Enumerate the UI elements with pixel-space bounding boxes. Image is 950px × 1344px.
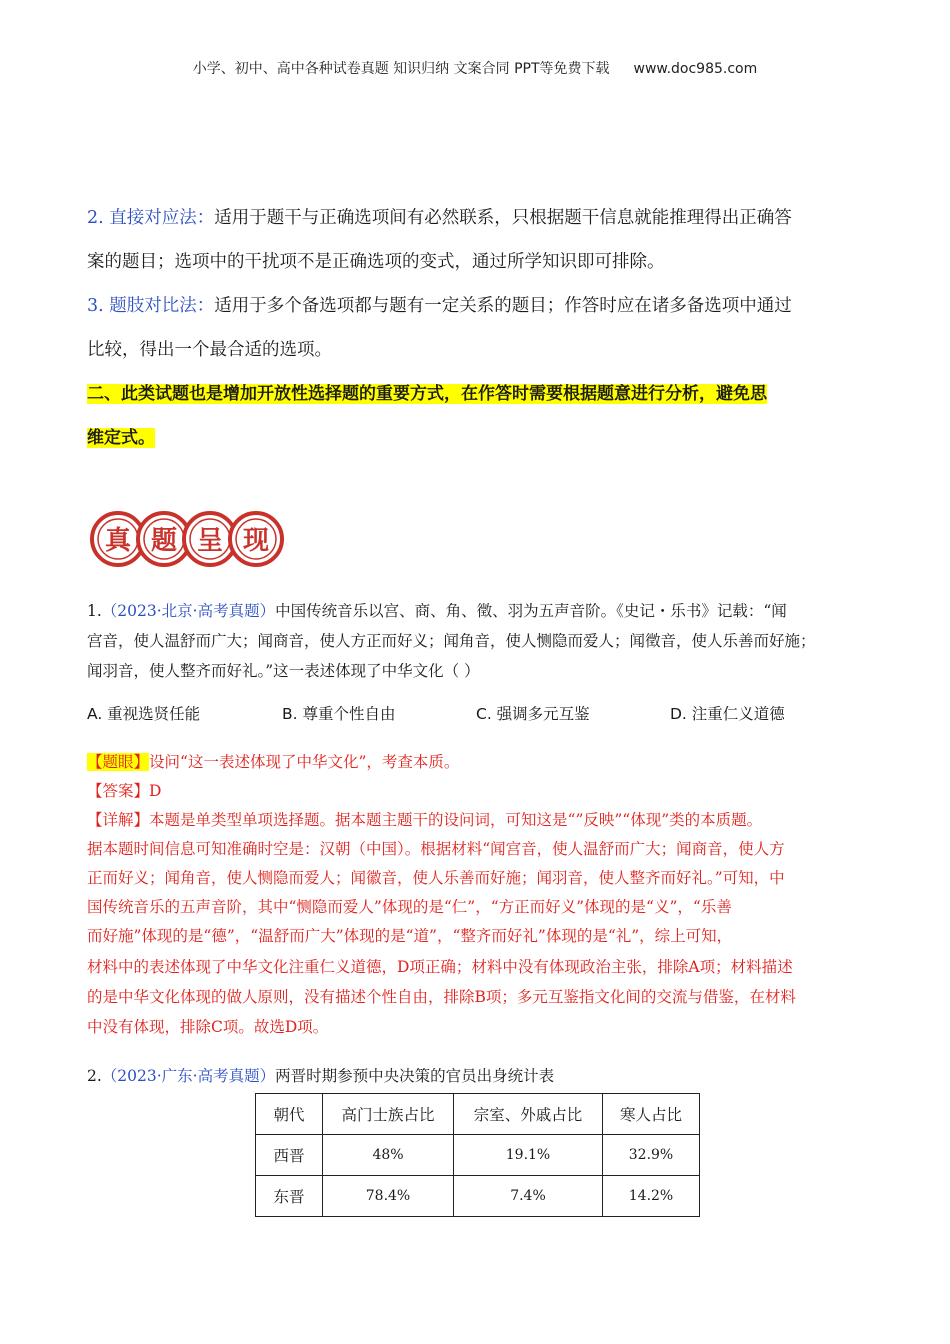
q1-detail-2: 据本题时间信息可知准确时空是：汉朝（中国）。根据材料“闻宫音，使人温舒而广大；闻商音，使人方 bbox=[87, 840, 785, 858]
q1-option-d[interactable]: D. 注重仁义道德 bbox=[670, 705, 785, 723]
q1-eye-text: 设问“这一表述体现了中华文化”，考查本质。 bbox=[149, 753, 460, 771]
header-site-link[interactable]: www.doc985.com bbox=[633, 61, 758, 77]
table-header-row bbox=[256, 1094, 700, 1135]
q1-detail-3: 正而好义；闻角音，使人恻隐而爱人；闻徽音，使人乐善而好施；闻羽音，使人整齐而好礼。”可知，中 bbox=[87, 869, 785, 887]
q1-detail-4: 国传统音乐的五声音阶，其中“恻隐而爱人”体现的是“仁”，“方正而好义”体现的是“义”，“乐善 bbox=[87, 898, 732, 916]
method-3-line-1 bbox=[87, 284, 867, 328]
stamp-char-4: 现 bbox=[242, 526, 270, 556]
q1-stem-2: 宫音，使人温舒而广大；闻商音，使人方正而好义；闻角音，使人恻隐而爱人；闻徵音，使人乐善而好施； bbox=[87, 632, 816, 650]
table-cell: 西晋 bbox=[256, 1135, 323, 1176]
q1-detail-8: 中没有体现，排除C项。故选D项。 bbox=[87, 1018, 329, 1036]
table-cell: 7.4% bbox=[454, 1176, 603, 1217]
table-row bbox=[256, 1176, 700, 1217]
method-2-body-1: 适用于题干与正确选项间有必然联系，只根据题干信息就能推理得出正确答 bbox=[214, 208, 792, 228]
method-2-line-1 bbox=[87, 196, 867, 240]
method-2-title: 2. 直接对应法： bbox=[87, 208, 215, 228]
q2-stem: 两晋时期参预中央决策的官员出身统计表 bbox=[275, 1067, 555, 1085]
stamp-char-3: 呈 bbox=[196, 526, 224, 556]
q1-detail-7: 的是中华文化体现的做人原则，没有描述个性自由，排除B项；多元互鉴指文化间的交流与借鉴，在材料 bbox=[87, 988, 796, 1006]
section-2-text-1: 二、此类试题也是增加开放性选择题的重要方式，在作答时需要根据题意进行分析，避免思 bbox=[87, 384, 767, 404]
q1-detail-tag: 【详解】 bbox=[87, 811, 150, 829]
q1-option-c[interactable]: C. 强调多元互鉴 bbox=[476, 705, 590, 723]
table-header-cell: 宗室、外戚占比 bbox=[454, 1094, 603, 1135]
table-cell: 32.9% bbox=[603, 1135, 700, 1176]
q1-detail-1: 本题是单类型单项选择题。据本题主题干的设问词，可知这是“”反映”“体现”类的本质题。 bbox=[149, 811, 763, 829]
section-2-line-1 bbox=[87, 372, 877, 416]
q2-number: 2. bbox=[87, 1067, 102, 1085]
real-exam-stamp bbox=[88, 510, 284, 568]
q1-answer: D bbox=[149, 782, 162, 800]
table-header-cell: 朝代 bbox=[256, 1094, 323, 1135]
method-2-line-2: 案的题目；选项中的干扰项不是正确选项的变式，通过所学知识即可排除。 bbox=[87, 252, 665, 272]
stamp-char-2: 题 bbox=[150, 526, 178, 556]
table-row bbox=[256, 1135, 700, 1176]
q1-detail-6: 材料中的表述体现了中华文化注重仁义道德，D项正确；材料中没有体现政治主张，排除A项；材料描述 bbox=[87, 958, 793, 976]
stamp-char-1: 真 bbox=[104, 526, 132, 556]
q1-detail-5: 而好施”体现的是“德”，“温舒而广大”体现的是“道”，“整齐而好礼”体现的是“礼”，综上可知， bbox=[87, 927, 733, 945]
table-cell: 东晋 bbox=[256, 1176, 323, 1217]
q1-stem-3: 闻羽音，使人整齐而好礼。”这一表述体现了中华文化（ ） bbox=[87, 662, 480, 680]
section-2-line-2 bbox=[87, 416, 867, 460]
method-3-line-2: 比较，得出一个最合适的选项。 bbox=[87, 340, 332, 360]
q1-number: 1. bbox=[87, 602, 102, 620]
method-3-body-1: 适用于多个备选项都与题有一定关系的题目；作答时应在诸多备选项中通过 bbox=[214, 296, 792, 316]
q1-answer-line bbox=[87, 777, 879, 807]
q1-detail-line-1 bbox=[87, 806, 879, 836]
q1-stem-1: 中国传统音乐以宫、商、角、徵、羽为五声音阶。《史记・乐书》记载：“闻 bbox=[275, 602, 787, 620]
table-cell: 14.2% bbox=[603, 1176, 700, 1217]
stamp-circle-4 bbox=[230, 513, 282, 565]
table-header-cell: 寒人占比 bbox=[603, 1094, 700, 1135]
q2-source: （2023·广东·高考真题） bbox=[101, 1067, 276, 1085]
q1-eye-tag: 【题眼】 bbox=[87, 753, 150, 771]
method-3-title: 3. 题肢对比法： bbox=[87, 296, 215, 316]
table-header-cell: 高门士族占比 bbox=[323, 1094, 454, 1135]
q1-option-a[interactable]: A. 重视选贤任能 bbox=[87, 705, 201, 723]
header-text: 小学、初中、高中各种试卷真题 知识归纳 文案合同 PPT等免费下载 bbox=[192, 61, 610, 77]
section-2-text-2: 维定式。 bbox=[87, 428, 155, 448]
q1-source: （2023·北京·高考真题） bbox=[101, 602, 276, 620]
q1-option-b[interactable]: B. 尊重个性自由 bbox=[282, 705, 396, 723]
q1-answer-tag: 【答案】 bbox=[87, 782, 150, 800]
table-cell: 19.1% bbox=[454, 1135, 603, 1176]
q1-line-1 bbox=[87, 596, 877, 626]
q2-line-1 bbox=[87, 1061, 877, 1091]
page-header bbox=[0, 58, 950, 78]
table-cell: 48% bbox=[323, 1135, 454, 1176]
table-cell: 78.4% bbox=[323, 1176, 454, 1217]
q2-stat-table bbox=[255, 1093, 700, 1217]
q1-eye-line bbox=[87, 748, 879, 778]
